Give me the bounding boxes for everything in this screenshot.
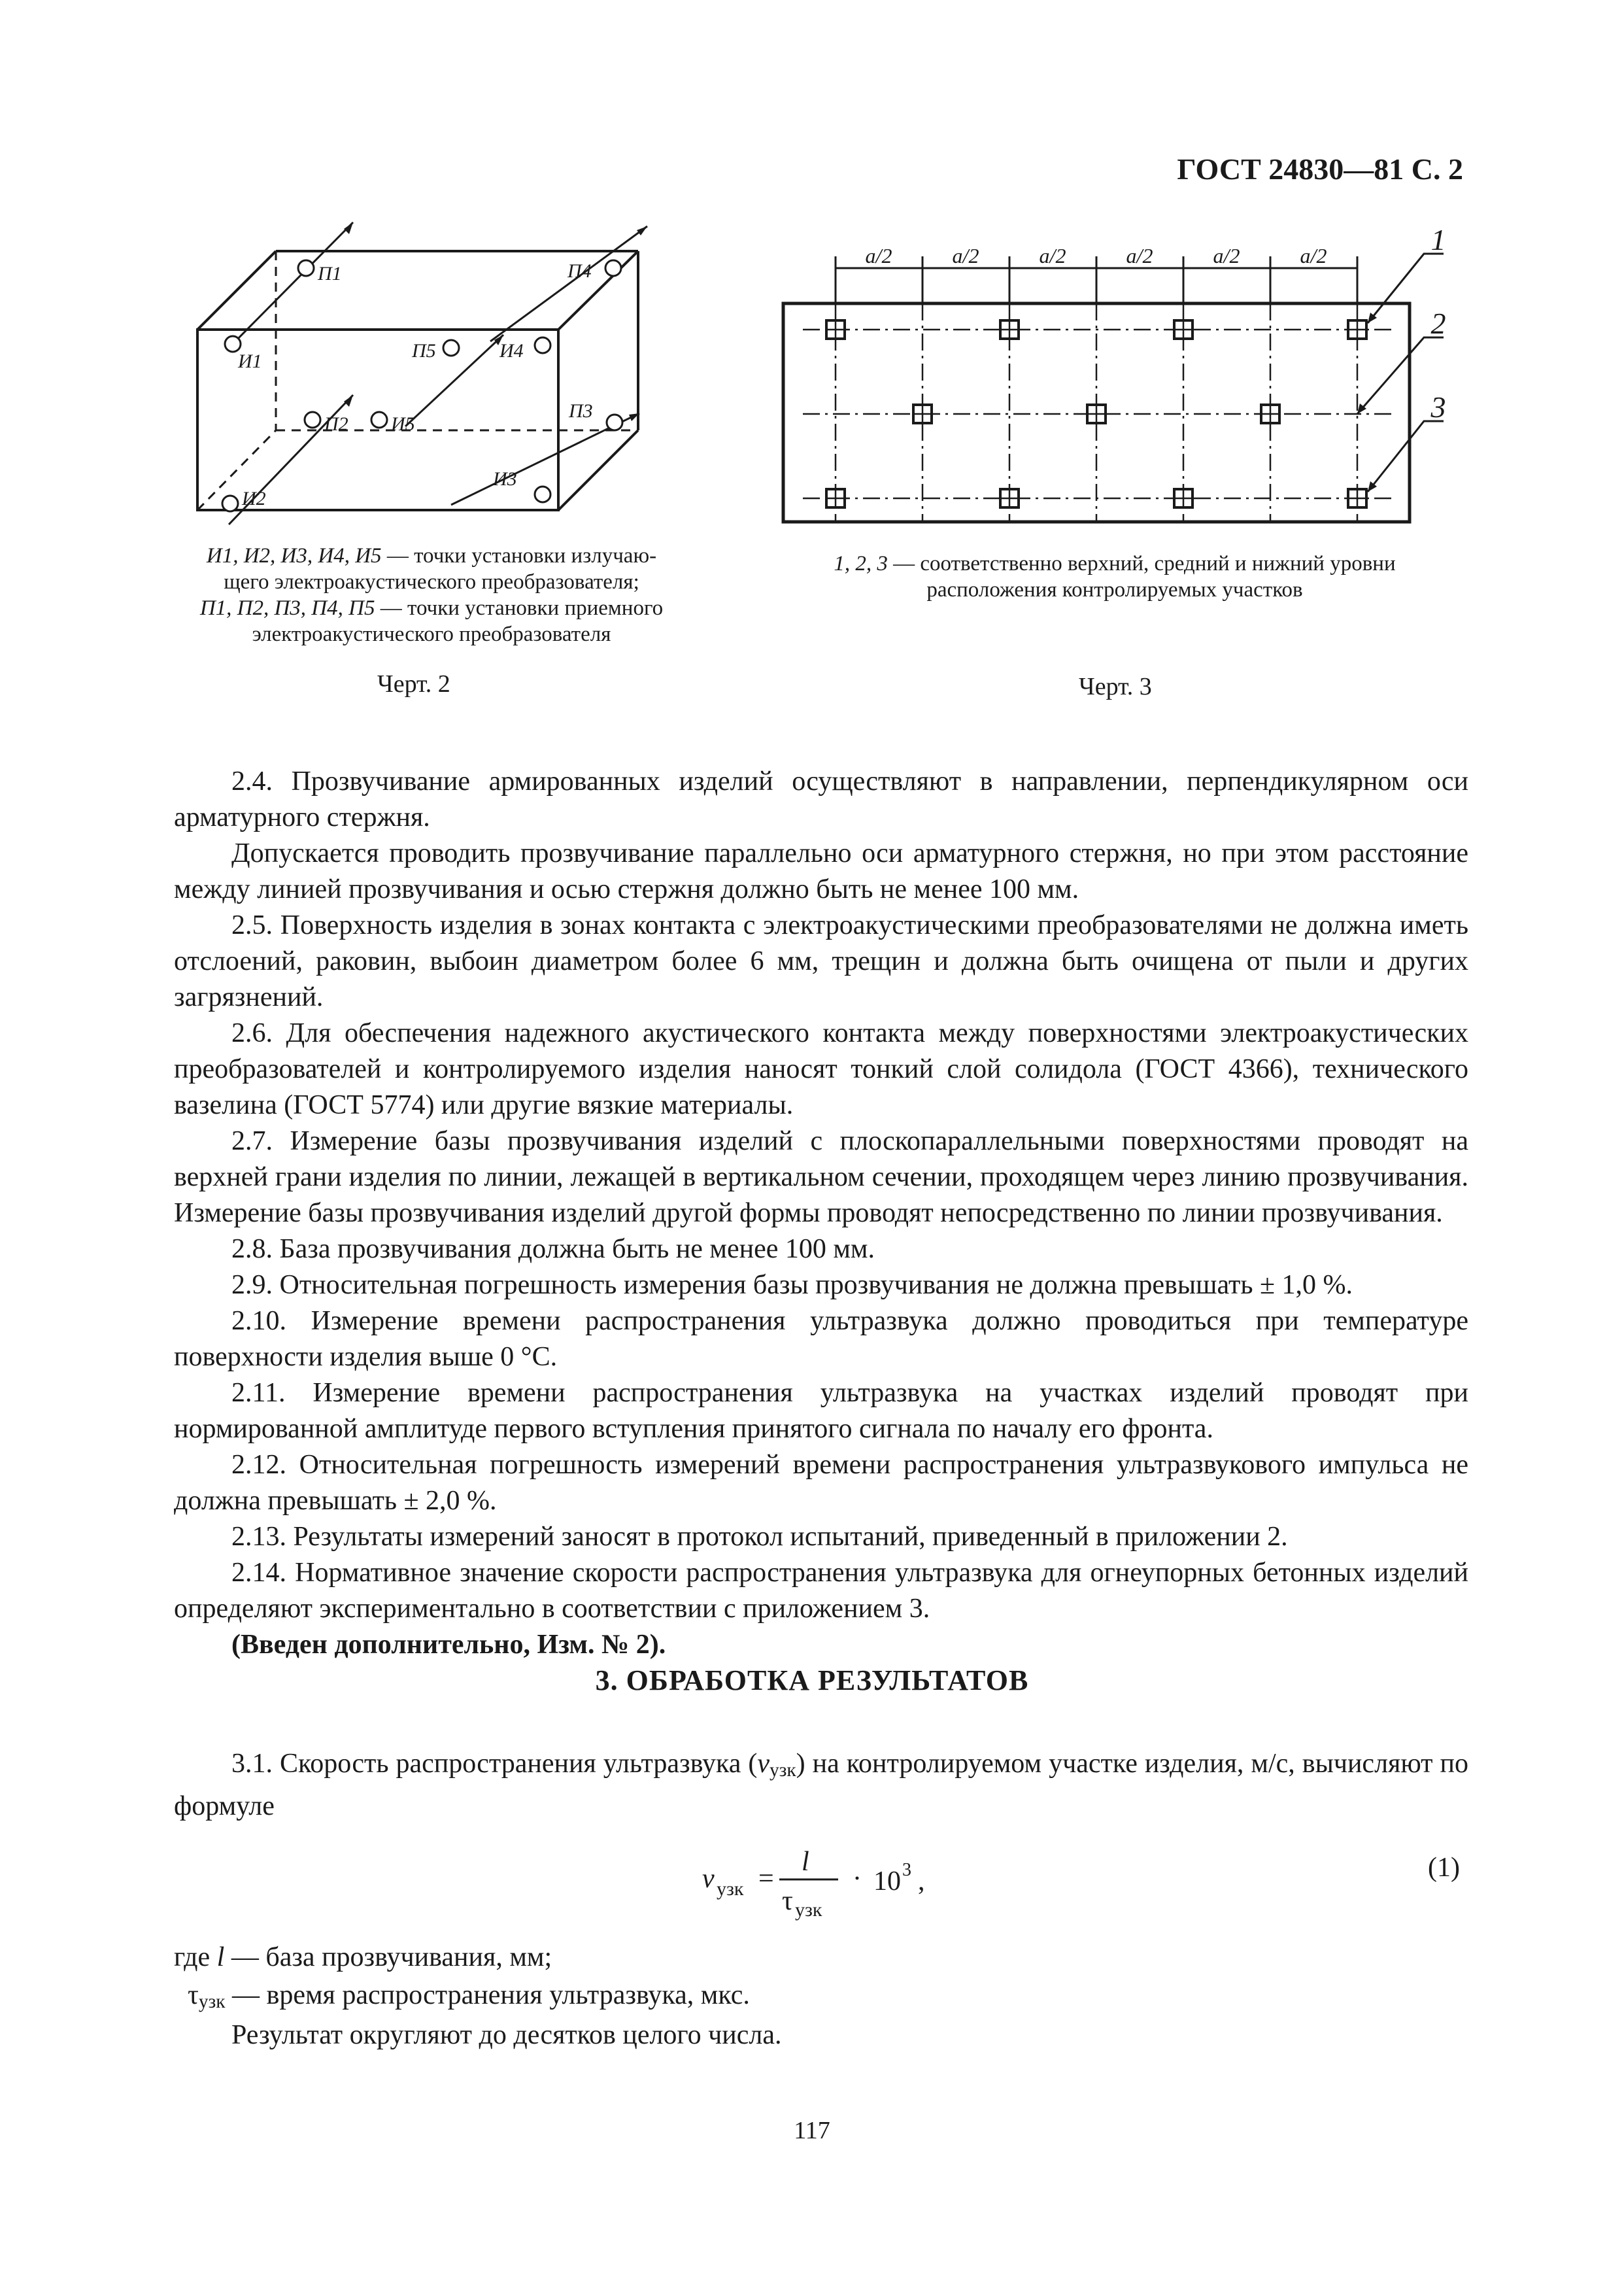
where-text-2: — время распространения ультразвука, мкс. (225, 1980, 750, 2010)
figure-2 (190, 217, 660, 531)
caption-text: — точки установки излучаю- (381, 544, 657, 568)
formula-power-base: 10 (873, 1866, 901, 1896)
label-p4: П4 (567, 260, 592, 282)
paragraph: 2.10. Измерение времени распространения ультразвука должно проводиться при температуре поверхности изделия выше 0 °С. (174, 1306, 1468, 1372)
formula-den-sub: узк (795, 1899, 822, 1921)
paragraph: 2.7. Измерение базы прозвучивания изделий с плоскопараллельными поверхностями проводят на верхней грани изделия по линии, лежащей в вертикальном сечении, проходящем через линию прозвучивания. Измерение базы прозвучивания изделий другой формы проводят непосредственно по линии прозвучивания. (174, 1126, 1468, 1228)
page-number: 117 (794, 2117, 830, 2144)
caption-text: расположения контролируемых участков (926, 578, 1303, 602)
formula-comma: , (918, 1866, 925, 1896)
paragraph: 2.6. Для обеспечения надежного акустического контакта между поверхностями электроакустических преобразователей и контролируемого изделия наносят тонкий слой солидола (ГОСТ 4366), технического вазелина (ГОСТ 5774) или другие вязкие материалы. (174, 1018, 1468, 1120)
result-note: Результат округляют до десятков целого числа. (231, 2020, 782, 2050)
dim-label: a/2 (865, 244, 892, 267)
label-p1: П1 (318, 263, 342, 284)
where-var-l: l (216, 1942, 225, 1972)
paragraph: 2.5. Поверхность изделия в зонах контакта с электроакустическими преобразователями не должна иметь отслоений, раковин, выбоин диаметром более 6 мм, трещин и должна быть очищена от пыли и других загрязнений. (174, 910, 1468, 1012)
where-sub: узк (198, 1991, 226, 2012)
figure-3-drawing (777, 230, 1475, 538)
dim-label: a/2 (1300, 244, 1327, 267)
label-p5: П5 (412, 340, 436, 362)
formula-power-exp: 3 (902, 1860, 911, 1880)
label-i1: И1 (238, 351, 262, 372)
label-i2: И2 (242, 488, 266, 509)
where-text-1: — база прозвучивания, мм; (224, 1942, 552, 1972)
formula-1 (693, 1839, 955, 1924)
paragraph: 2.9. Относительная погрешность измерения базы прозвучивания не должна превышать ± 1,0 %. (231, 1270, 1353, 1300)
where-prefix: где (174, 1942, 217, 1972)
figure-2-drawing (190, 217, 660, 531)
formula-legend (174, 1938, 750, 2021)
label-p3: П3 (569, 400, 593, 422)
document-header: ГОСТ 24830—81 С. 2 (1177, 152, 1463, 186)
p31-before: 3.1. Скорость распространения ультразвука ( (231, 1749, 758, 1779)
callout-1: 1 (1430, 230, 1446, 256)
formula-den-var: τ (782, 1886, 793, 1916)
caption-text: — соответственно верхний, средний и нижний уровни (887, 552, 1396, 575)
paragraph: 2.4. Прозвучивание армированных изделий осуществляют в направлении, перпендикулярном оси арматурного стержня. (174, 766, 1468, 832)
figure-3-label: Черт. 3 (1079, 673, 1152, 700)
formula-lhs-var: v (702, 1864, 715, 1894)
callout-3: 3 (1430, 390, 1446, 424)
formula-dot: · (853, 1864, 862, 1894)
paragraph: 2.8. База прозвучивания должна быть не менее 100 мм. (231, 1234, 875, 1264)
paragraph: Допускается проводить прозвучивание параллельно оси арматурного стержня, но при этом расстояние между линией прозвучивания и осью стержня должно быть не менее 100 мм. (174, 838, 1468, 904)
dim-label: a/2 (952, 244, 979, 267)
p31-var: v (757, 1749, 770, 1779)
caption-codes: И1, И2, И3, И4, И5 (206, 544, 382, 568)
dim-label: a/2 (1126, 244, 1153, 267)
paragraph: 2.13. Результаты измерений заносят в протокол испытаний, приведенный в приложении 2. (231, 1522, 1288, 1552)
paragraph: 2.12. Относительная погрешность измерений времени распространения ультразвукового импульса не должна превышать ± 2,0 %. (174, 1450, 1468, 1516)
dim-label: a/2 (1039, 244, 1066, 267)
body-text (174, 764, 1468, 1663)
figure-2-label: Черт. 2 (377, 670, 450, 698)
amendment-note: (Введен дополнительно, Изм. № 2). (231, 1630, 666, 1660)
paragraph: 2.11. Измерение времени распространения ультразвука на участках изделий проводят при нормированной амплитуде первого вступления принятого сигнала по началу его фронта. (174, 1378, 1468, 1444)
section-title: 3. ОБРАБОТКА РЕЗУЛЬТАТОВ (595, 1664, 1029, 1696)
p31-sub: узк (770, 1759, 796, 1781)
caption-text: электроакустического преобразователя (252, 623, 611, 646)
label-p2: П2 (324, 413, 348, 435)
formula-lhs-sub: узк (717, 1878, 744, 1900)
p31-after: ) на контролируемом участке изделия, м/с, вычисляют по формуле (174, 1749, 1468, 1821)
formula-numerator: l (802, 1847, 809, 1877)
label-i4: И4 (499, 340, 524, 362)
caption-codes: П1, П2, П3, П4, П5 (199, 596, 375, 620)
paragraph-3-1 (174, 1746, 1468, 1825)
formula-number: (1) (1428, 1853, 1460, 1883)
caption-codes: 1, 2, 3 (834, 552, 888, 575)
paragraph: 2.14. Нормативное значение скорости распространения ультразвука для огнеупорных бетонных изделий определяют экспериментально в соответствии с приложением 3. (174, 1558, 1468, 1624)
caption-text: — точки установки приемного (375, 596, 664, 620)
callout-2: 2 (1430, 307, 1446, 340)
formula-drawing (693, 1839, 955, 1924)
where-var-tau: τ (188, 1980, 199, 2010)
formula-eq: = (758, 1864, 774, 1894)
figure-3-caption (752, 551, 1478, 603)
dim-label: a/2 (1213, 244, 1240, 267)
caption-text: щего электроакустического преобразователя; (224, 570, 639, 594)
label-i3: И3 (493, 468, 517, 490)
label-i5: И5 (391, 413, 415, 435)
figure-2-caption (163, 543, 700, 647)
figure-3 (777, 230, 1475, 538)
